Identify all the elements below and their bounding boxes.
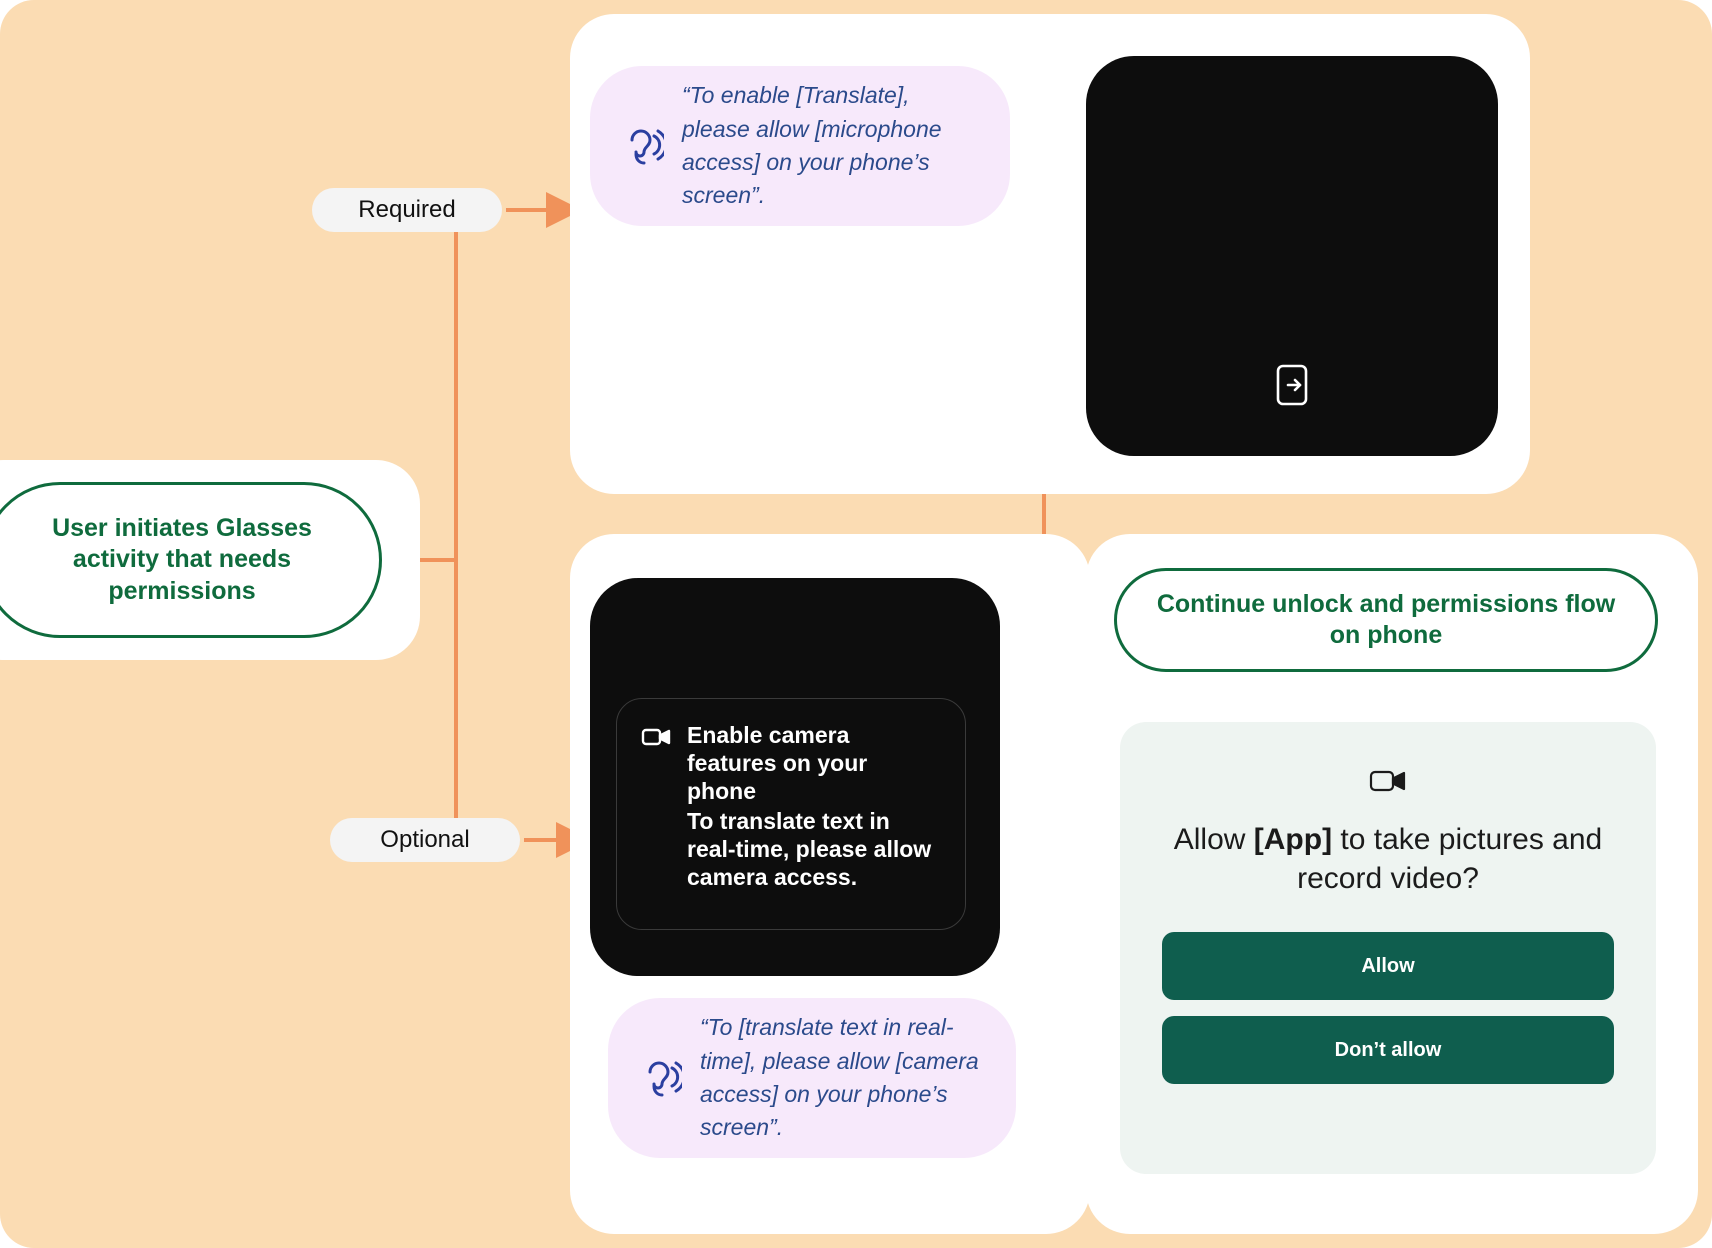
glasses-camera-body: To translate text in real-time, please allow camera access. <box>687 808 932 891</box>
glasses-display-unlock <box>1086 56 1498 456</box>
permission-question-prefix: Allow <box>1173 823 1254 856</box>
permission-question-suffix: to take pictures and record video? <box>1297 823 1603 895</box>
start-node: User initiates Glasses activity that needs permissions <box>0 482 382 638</box>
branch-label-required[interactable]: Required <box>312 188 502 232</box>
permission-question-app: [App] <box>1253 823 1333 856</box>
start-node-container <box>0 460 420 660</box>
hearing-audio-icon <box>624 124 664 168</box>
unlock-phone-icon <box>1272 362 1312 408</box>
microphone-voice-bubble <box>590 66 1010 226</box>
hearing-audio-icon <box>642 1056 682 1100</box>
video-camera-icon <box>641 725 671 749</box>
branch-label-optional[interactable]: Optional <box>330 818 520 862</box>
glasses-camera-title: Enable camera features on your phone <box>687 722 868 805</box>
video-camera-icon <box>1369 766 1407 796</box>
phone-permission-dialog <box>1120 722 1656 1174</box>
allow-button[interactable]: Allow <box>1162 932 1614 1000</box>
dont-allow-button[interactable]: Don’t allow <box>1162 1016 1614 1084</box>
glasses-camera-card <box>616 698 966 930</box>
microphone-bubble-text: “To enable [Translate], please allow [microphone access] on your phone’s screen”. <box>682 82 942 209</box>
permission-question <box>1156 820 1620 898</box>
continue-on-phone-node: Continue unlock and permissions flow on phone <box>1114 568 1658 672</box>
camera-bubble-text: “To [translate text in real-time], please allow [camera access] on your phone’s screen”. <box>700 1014 979 1141</box>
glasses-display-camera <box>590 578 1000 976</box>
camera-voice-bubble <box>608 998 1016 1158</box>
